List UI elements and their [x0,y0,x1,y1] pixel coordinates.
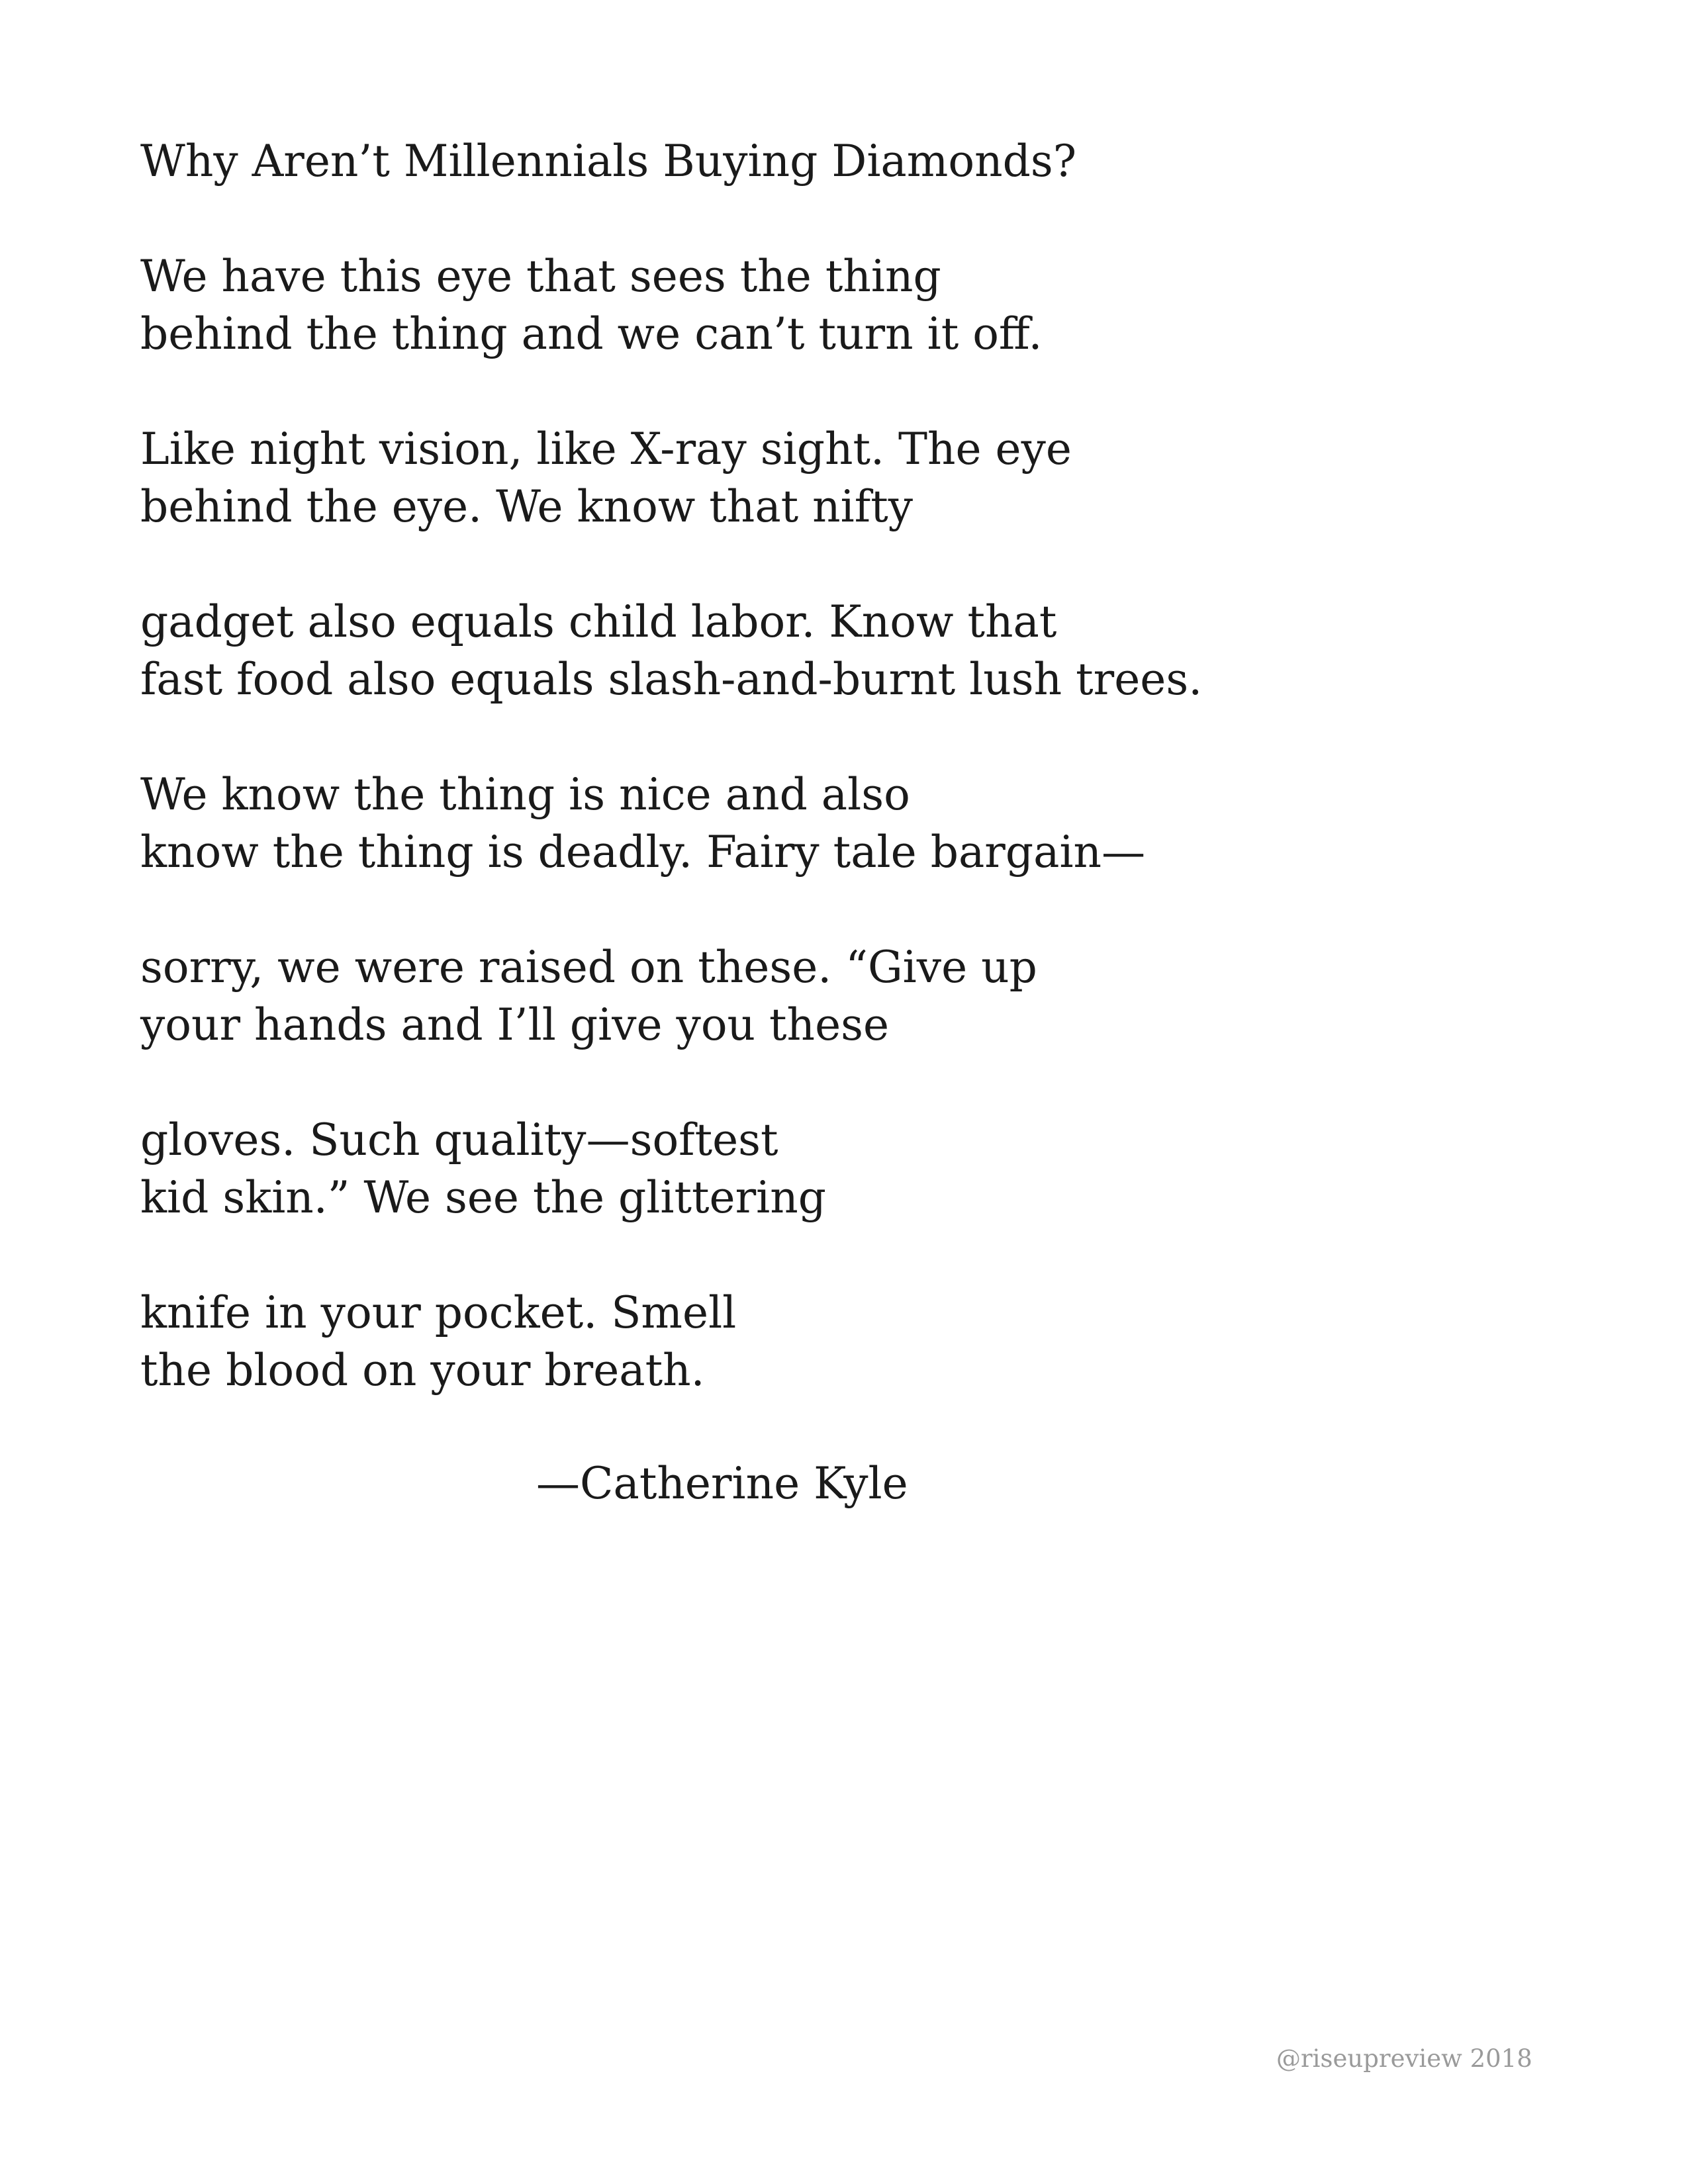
poem-line: kid skin.” We see the glittering [140,1172,827,1223]
stanza-5 [140,938,1530,1054]
poem-line: behind the eye. We know that nifty [140,481,914,532]
poem-line: your hands and I’ll give you these [140,999,890,1050]
poem-line: We know the thing is nice and also [140,769,910,820]
poem-line: sorry, we were raised on these. “Give up [140,942,1037,993]
poem-body [140,132,1530,1457]
stanza-4 [140,766,1530,881]
stanza-2 [140,420,1530,535]
poem-title: Why Aren’t Millennials Buying Diamonds? [140,136,1077,187]
poem-line: behind the thing and we can’t turn it off. [140,308,1043,359]
poem-line: gadget also equals child labor. Know that [140,596,1057,647]
poem-line: knife in your pocket. Smell [140,1287,737,1338]
poem-line: the blood on your breath. [140,1345,705,1396]
stanza-7 [140,1284,1530,1399]
stanza-6 [140,1111,1530,1226]
poem-line: We have this eye that sees the thing [140,251,941,302]
poem-author: —Catherine Kyle [536,1458,908,1509]
stanza-3 [140,593,1530,708]
poem-line: Like night vision, like X-ray sight. The eye [140,424,1072,475]
poem-line: gloves. Such quality—softest [140,1115,778,1165]
stanza-1 [140,248,1530,363]
poem-line: fast food also equals slash-and-burnt lush trees. [140,654,1203,705]
poem-line: know the thing is deadly. Fairy tale bargain— [140,827,1146,878]
footer-credit: @riseupreview 2018 [1276,2044,1532,2073]
